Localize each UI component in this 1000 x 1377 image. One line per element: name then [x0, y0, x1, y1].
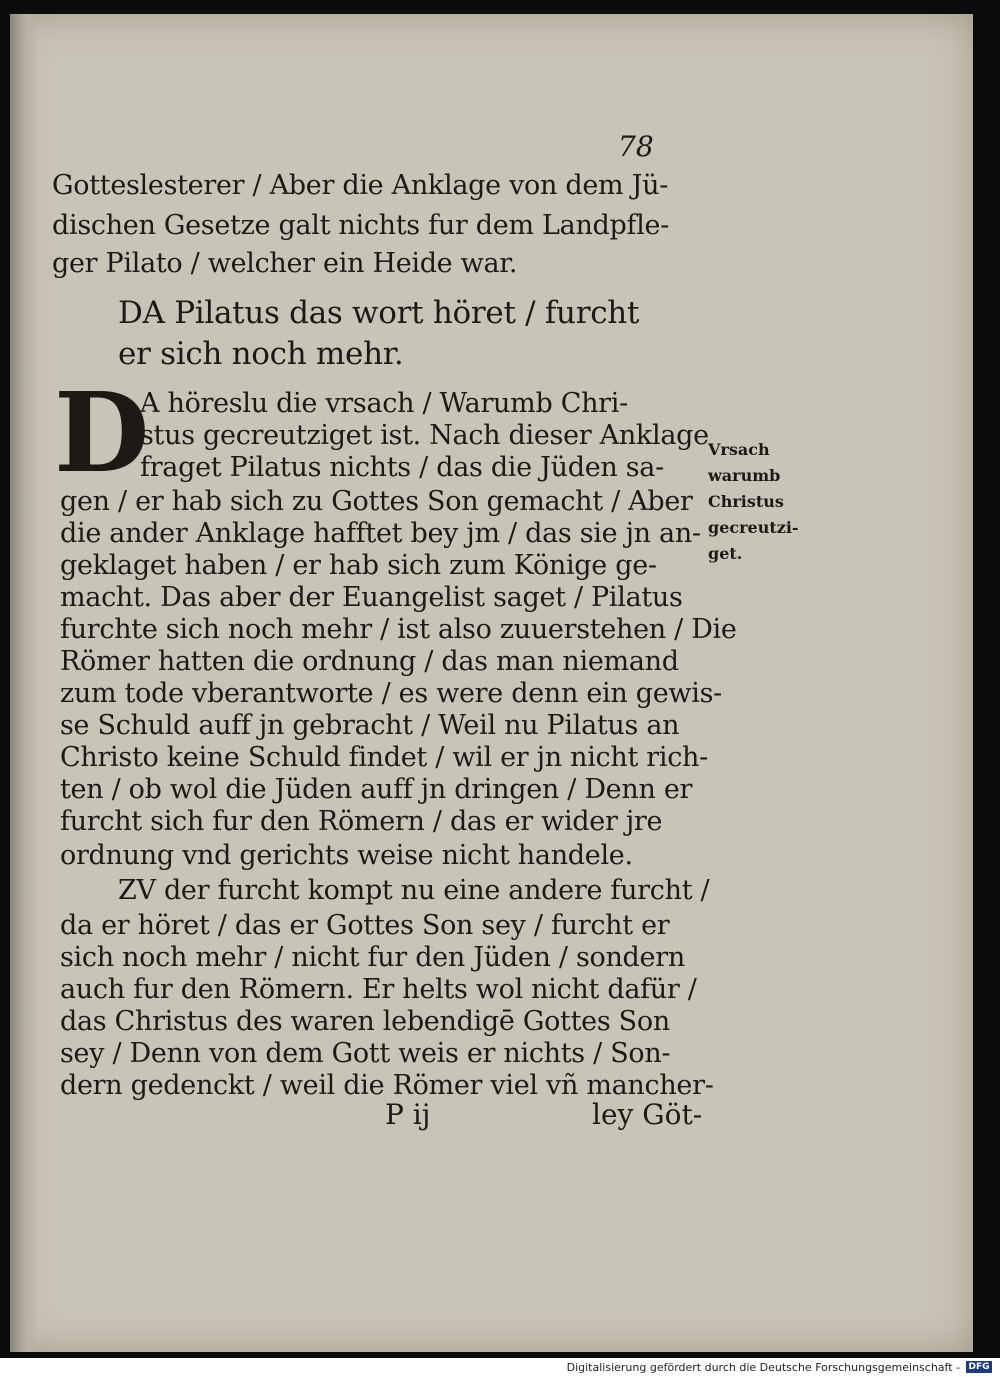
text-line: auch fur den Römern. Er helts wol nicht dafür /: [60, 974, 697, 1005]
text-line: dern gedenckt / weil die Römer viel vñ mancher-: [60, 1070, 714, 1101]
text-line: sey / Denn von dem Gott weis er nichts / Son-: [60, 1038, 671, 1069]
section-heading: er sich noch mehr.: [118, 336, 404, 372]
text-line: da er höret / das er Gottes Son sey / furcht er: [60, 910, 670, 941]
text-line: Christo keine Schuld findet / wil er jn nicht rich-: [60, 742, 708, 773]
text-line: macht. Das aber der Euangelist saget / Pilatus: [60, 582, 683, 613]
catchword: ley Göt-: [592, 1098, 703, 1131]
funding-credit: Digitalisierung gefördert durch die Deutsche Forschungsgemeinschaft -: [566, 1361, 960, 1374]
text-line: ZV der furcht kompt nu eine andere furcht /: [118, 875, 710, 906]
text-line: ordnung vnd gerichts weise nicht handele.: [60, 840, 633, 871]
text-line: Gotteslesterer / Aber die Anklage von dem Jü-: [52, 170, 669, 201]
text-line: zum tode vberantworte / es were denn ein gewis-: [60, 678, 722, 709]
text-line: A höreslu die vrsach / Warumb Chri-: [140, 388, 628, 419]
section-heading: DA Pilatus das wort höret / furcht: [118, 295, 640, 331]
text-line: gen / er hab sich zu Gottes Son gemacht / Aber: [60, 486, 693, 517]
page-number: 78: [618, 130, 654, 163]
text-line: dischen Gesetze galt nichts fur dem Landpfle-: [52, 210, 670, 241]
text-line: ger Pilato / welcher ein Heide war.: [52, 248, 518, 279]
text-line: das Christus des waren lebendigē Gottes Son: [60, 1006, 670, 1037]
text-line: Römer hatten die ordnung / das man niemand: [60, 646, 679, 677]
page-gutter-shadow: [10, 14, 38, 1352]
dfg-logo: DFG: [966, 1361, 992, 1373]
marginal-note: Vrsach: [708, 440, 770, 459]
text-line: die ander Anklage hafftet bey jm / das sie jn an-: [60, 518, 701, 549]
text-line: furcht sich fur den Römern / das er wider jre: [60, 806, 663, 837]
text-line: ten / ob wol die Jüden auff jn dringen / Denn er: [60, 774, 693, 805]
text-line: stus gecreutziget ist. Nach dieser Anklage: [140, 420, 709, 451]
marginal-note: get.: [708, 544, 743, 563]
drop-capital: D: [54, 368, 150, 497]
text-line: fraget Pilatus nichts / das die Jüden sa-: [140, 452, 664, 483]
marginal-note: warumb: [708, 466, 781, 485]
marginal-note: Christus: [708, 492, 784, 511]
text-line: furchte sich noch mehr / ist also zuuerstehen / Die: [60, 614, 737, 645]
text-line: se Schuld auff jn gebracht / Weil nu Pilatus an: [60, 710, 680, 741]
text-line: sich noch mehr / nicht fur den Jüden / sondern: [60, 942, 685, 973]
marginal-note: gecreutzi-: [708, 518, 799, 537]
text-line: geklaget haben / er hab sich zum Könige ge-: [60, 550, 657, 581]
signature-mark: P ij: [385, 1098, 431, 1131]
